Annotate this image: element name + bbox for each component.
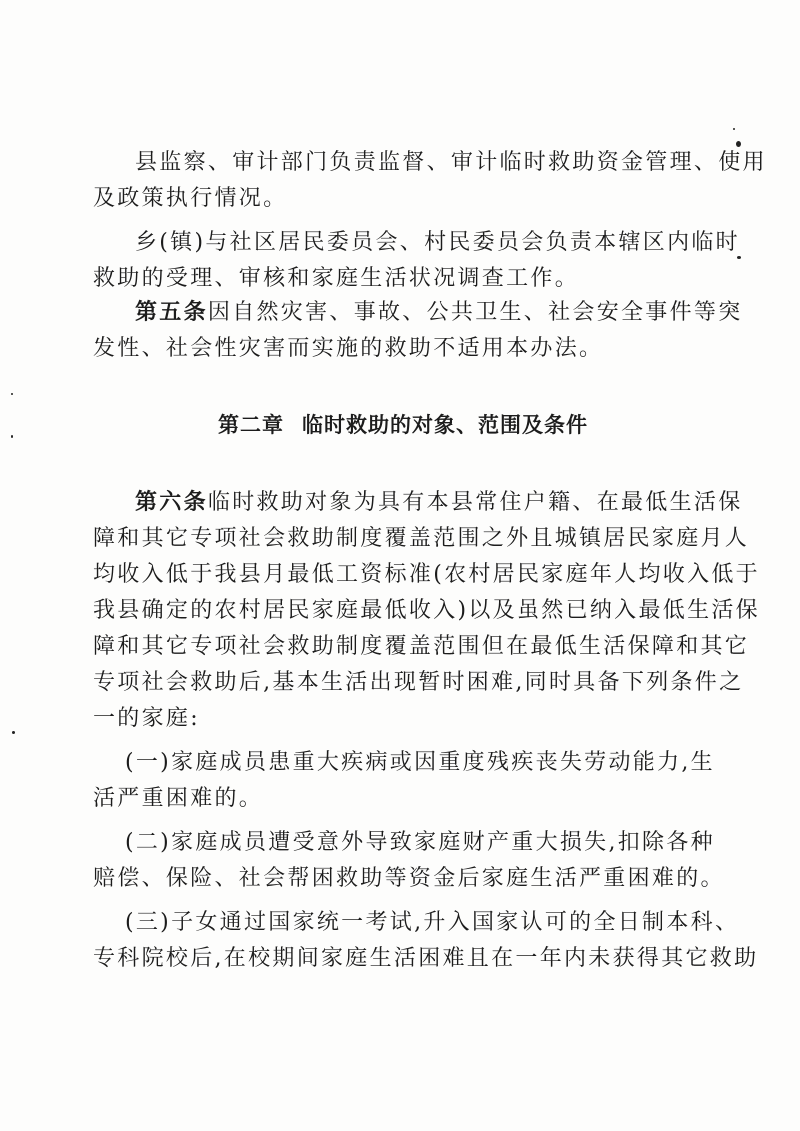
paragraph-line: 临时救助对象为具有本县常住户籍、在最低生活保: [207, 490, 743, 515]
scan-speck: [737, 256, 741, 259]
list-item-line: (二)家庭成员遭受意外导致家庭财产重大损失,扣除各种: [125, 830, 715, 855]
chapter-title: 临时救助的对象、范围及条件: [302, 413, 588, 437]
paragraph-line: 障和其它专项社会救助制度覆盖范围之外且城镇居民家庭月人: [93, 526, 750, 551]
paragraph-line: 障和其它专项社会救助制度覆盖范围但在最低生活保障和其它: [93, 634, 750, 659]
paragraph-line: 乡(镇)与社区居民委员会、村民委员会负责本辖区内临时: [135, 230, 740, 255]
scan-speck: [12, 731, 15, 734]
paragraph-line: 均收入低于我县月最低工资标准(农村居民家庭年人均收入低于: [93, 562, 760, 587]
paragraph-line: 专项社会救助后,基本生活出现暂时困难,同时具备下列条件之: [93, 670, 744, 695]
paragraph-line: 一的家庭:: [93, 706, 200, 731]
article-5-first-line: [135, 298, 743, 328]
list-item-line: 赔偿、保险、社会帮困救助等资金后家庭生活严重困难的。: [93, 866, 725, 891]
article-5-label: 第五条: [135, 300, 208, 325]
paragraph-line: 救助的受理、审核和家庭生活状况调查工作。: [93, 266, 580, 291]
paragraph-line: 县监察、审计部门负责监督、审计临时救助资金管理、使用: [135, 150, 767, 175]
scan-speck: [733, 128, 735, 130]
chapter-heading: [218, 410, 588, 440]
list-item-line: (三)子女通过国家统一考试,升入国家认可的全日制本科、: [125, 910, 740, 935]
article-6-first-line: [135, 488, 743, 518]
list-item-line: 专科院校后,在校期间家庭生活困难且在一年内未获得其它救助: [93, 946, 759, 971]
paragraph-line: 因自然灾害、事故、公共卫生、社会安全事件等突: [207, 300, 743, 325]
chapter-number: 第二章: [218, 413, 284, 437]
list-item-line: 活严重困难的。: [93, 786, 264, 811]
scan-speck: [11, 435, 13, 438]
scan-speck: [736, 141, 741, 147]
paragraph-line: 发性、社会性灾害而实施的救助不适用本办法。: [93, 336, 604, 361]
paragraph-line: 及政策执行情况。: [93, 186, 288, 211]
scan-speck: [11, 393, 13, 395]
article-6-label: 第六条: [135, 490, 208, 515]
list-item-line: (一)家庭成员患重大疾病或因重度残疾丧失劳动能力,生: [125, 750, 715, 775]
paragraph-line: 我县确定的农村居民家庭最低收入)以及虽然已纳入最低生活保: [93, 598, 760, 623]
